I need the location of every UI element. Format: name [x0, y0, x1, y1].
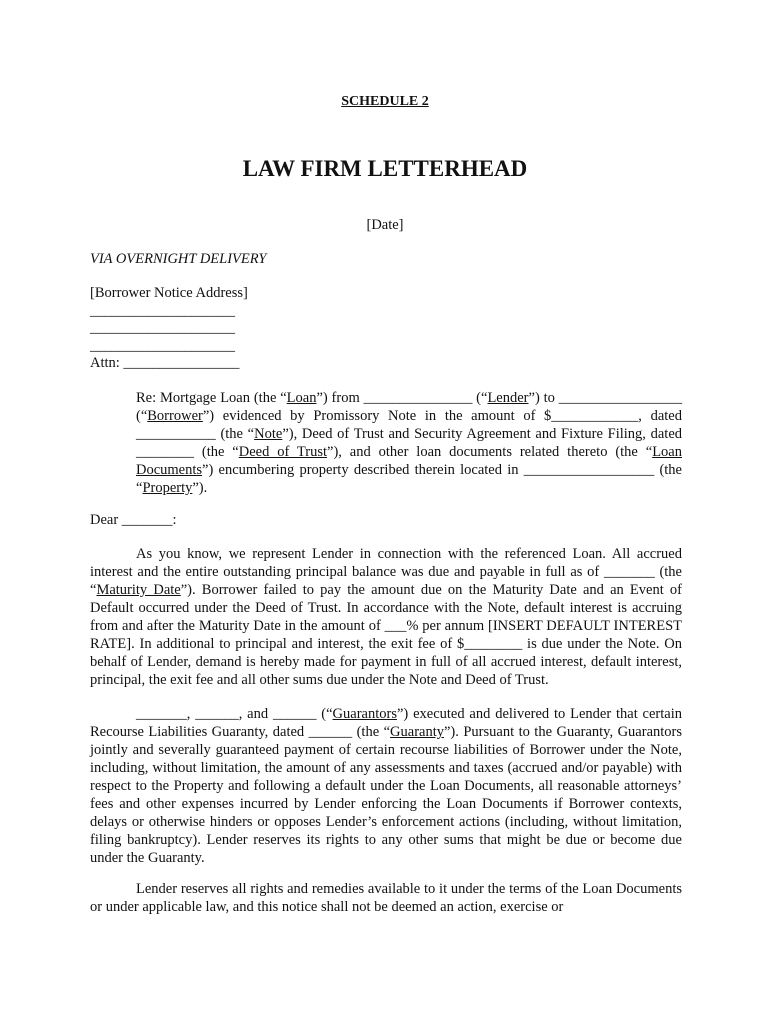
defined-term-property: Property [142, 480, 193, 496]
defined-term-guarantors: Guarantors [332, 706, 397, 722]
delivery-method: VIA OVERNIGHT DELIVERY [90, 251, 267, 267]
paragraph-text: ”). Pursuant to the Guaranty, Guarantors jointly and severally guaranteed payment of certain recourse liabilities of Borrower under the Note, including, without limitation, the amount of any assessments and taxes (accrued and/or payable) with respect to the Property and following a default under the Loan Documents, all reasonable attorneys’ fees and other expenses incurred by Lender enforcing the Loan Documents if Borrower contexts, delays or otherwise hinders or opposes Lender’s enforcement actions (including, without limitation, filing bankruptcy). Lender reserves its rights to any other sums that might be due or become due under the Guaranty. [90, 724, 683, 866]
address-line: ____________________ [90, 337, 235, 354]
defined-term-borrower: Borrower [147, 408, 203, 424]
salutation: Dear _______: [90, 512, 177, 528]
address-line: ____________________ [90, 302, 235, 319]
paragraph-demand [90, 545, 682, 689]
re-text: ”), and other loan documents related thereto (the “ [327, 444, 653, 460]
defined-term-note: Note [254, 426, 283, 442]
re-text: ”) to _________________ (“ [136, 390, 682, 424]
paragraph-text: As you know, we represent Lender in connection with the referenced Loan. All accrued interest and the entire outstanding principal balance was due and payable in full as of _______ (the “ [90, 546, 682, 598]
defined-term-loan: Loan [286, 390, 317, 406]
paragraph-text: Lender reserves all rights and remedies available to it under the terms of the Loan Documents or under applicable law, and this notice shall not be deemed an action, exercise or [90, 881, 682, 915]
re-text: Re: Mortgage Loan (the “ [136, 390, 287, 406]
re-text: ”) from _______________ (“ [316, 390, 488, 406]
defined-term-deed-of-trust: Deed of Trust [238, 444, 328, 460]
address-label: [Borrower Notice Address] [90, 285, 248, 301]
re-text: ”) evidenced by Promissory Note in the amount of $____________, dated ___________ (the “ [136, 408, 682, 442]
re-text: ”). [192, 480, 208, 496]
paragraph-text: ”). Borrower failed to pay the amount due on the Maturity Date and an Event of Default occurred under the Deed of Trust. In accordance with the Note, default interest is accruing from and after the Maturity Date in the amount of ___% per annum [INSERT DEFAULT INTEREST RATE]. In additional to principal and interest, the exit fee of $________ is due under the Note. On behalf of Lender, demand is hereby made for payment in full of all accrued interest, default interest, principal, the exit fee and all other sums due under the Note and Deed of Trust. [90, 582, 682, 688]
paragraph-reservation [90, 880, 682, 916]
address-block [90, 285, 690, 373]
paragraph-text: ”) executed and delivered to Lender that certain Recourse Liabilities Guaranty, dated ______ (the “ [90, 706, 683, 740]
address-line: ____________________ [90, 320, 235, 336]
letterhead-title: LAW FIRM LETTERHEAD [242, 156, 528, 181]
defined-term-guaranty: Guaranty [390, 724, 444, 740]
re-text: ”), Deed of Trust and Security Agreement and Fixture Filing, dated ________ (the “ [136, 426, 683, 460]
attention-line: Attn: ________________ [90, 355, 240, 371]
date-placeholder: [Date] [366, 217, 404, 233]
defined-term-maturity-date: Maturity Date [96, 582, 181, 598]
defined-term-loan-documents: Loan Documents [136, 444, 682, 478]
re-text: ”) encumbering property described therein located in __________________ (the “ [136, 462, 682, 496]
defined-term-lender: Lender [487, 390, 529, 406]
paragraph-guaranty [90, 705, 682, 867]
re-line [136, 389, 682, 497]
schedule-heading: SCHEDULE 2 [341, 94, 429, 109]
paragraph-text: _______, ______, and ______ (“ [136, 706, 333, 722]
